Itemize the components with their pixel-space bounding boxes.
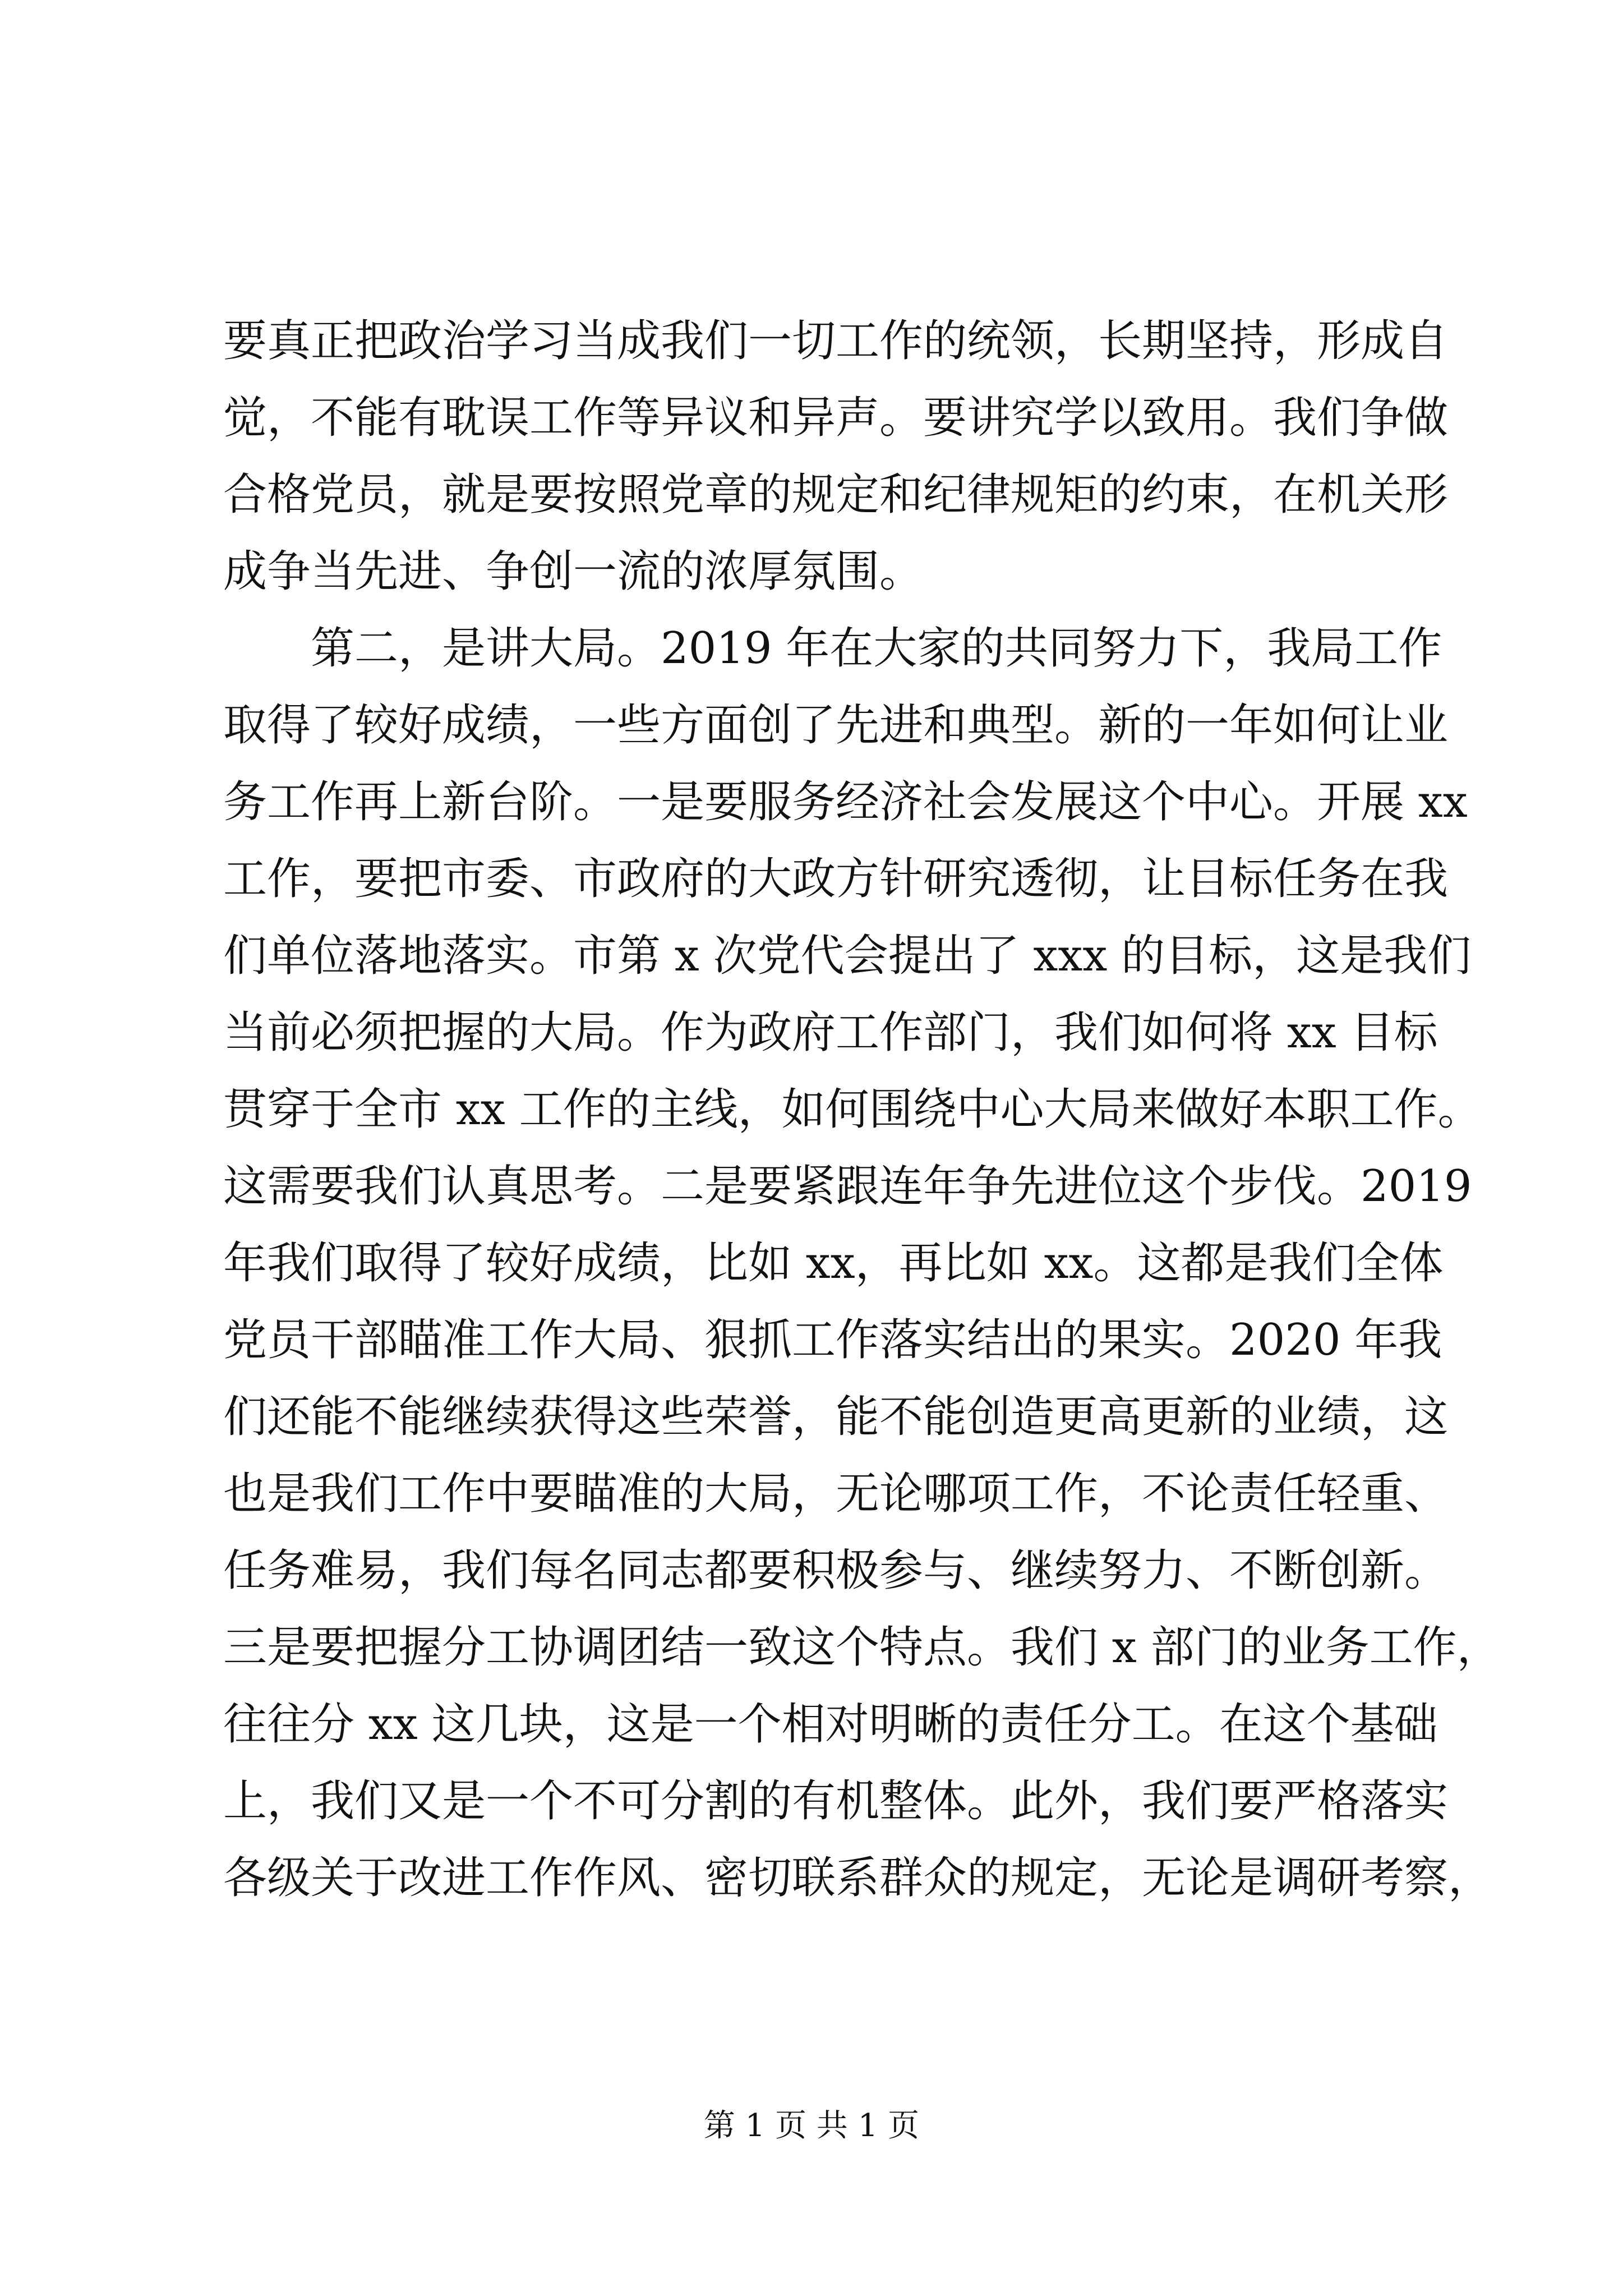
text-line: 取得了较好成绩，一些方面创了先进和典型。新的一年如何让业 [223,700,1449,751]
text-line: 合格党员，就是要按照党章的规定和纪律规矩的约束，在机关形 [223,470,1449,520]
text-line: 党员干部瞄准工作大局、狠抓工作落实结出的果实。2020 年我 [223,1315,1442,1365]
text-line: 觉，不能有耽误工作等异议和异声。要讲究学以致用。我们争做 [223,393,1449,443]
text-line: 任务难易，我们每名同志都要积极参与、继续努力、不断创新。 [223,1545,1449,1596]
body-text [223,303,1501,1917]
text-line: 贯穿于全市 xx 工作的主线，如何围绕中心大局来做好本职工作。 [223,1084,1482,1135]
text-line: 成争当先进、争创一流的浓厚氛围。 [223,546,924,597]
text-line: 上，我们又是一个不可分割的有机整体。此外，我们要严格落实 [223,1776,1449,1826]
text-line: 务工作再上新台阶。一是要服务经济社会发展这个中心。开展 xx [223,777,1468,827]
text-line: 这需要我们认真思考。二是要紧跟连年争先进位这个步伐。2019 [223,1161,1472,1212]
text-line: 第二，是讲大局。2019 年在大家的共同努力下，我局工作 [311,623,1442,674]
text-line: 年我们取得了较好成绩，比如 xx，再比如 xx。这都是我们全体 [223,1238,1444,1289]
text-line: 当前必须把握的大局。作为政府工作部门，我们如何将 xx 目标 [223,1007,1438,1058]
page-number-footer: 第 1 页 共 1 页 [703,2108,920,2144]
text-line: 要真正把政治学习当成我们一切工作的统领，长期坚持，形成自 [223,316,1449,366]
text-line: 往往分 xx 这几块，这是一个相对明晰的责任分工。在这个基础 [223,1699,1438,1750]
text-line: 三是要把握分工协调团结一致这个特点。我们 x 部门的业务工作， [223,1622,1501,1673]
text-line: 工作，要把市委、市政府的大政方针研究透彻，让目标任务在我 [223,854,1449,904]
text-line: 各级关于改进工作作风、密切联系群众的规定，无论是调研考察， [223,1853,1492,1903]
paragraph-2 [223,610,1501,1917]
text-line: 也是我们工作中要瞄准的大局，无论哪项工作，不论责任轻重、 [223,1469,1449,1519]
paragraph-1 [223,303,1449,610]
text-line: 们单位落地落实。市第 x 次党代会提出了 xxx 的目标，这是我们 [223,931,1472,981]
text-line: 们还能不能继续获得这些荣誉，能不能创造更高更新的业绩，这 [223,1392,1449,1442]
